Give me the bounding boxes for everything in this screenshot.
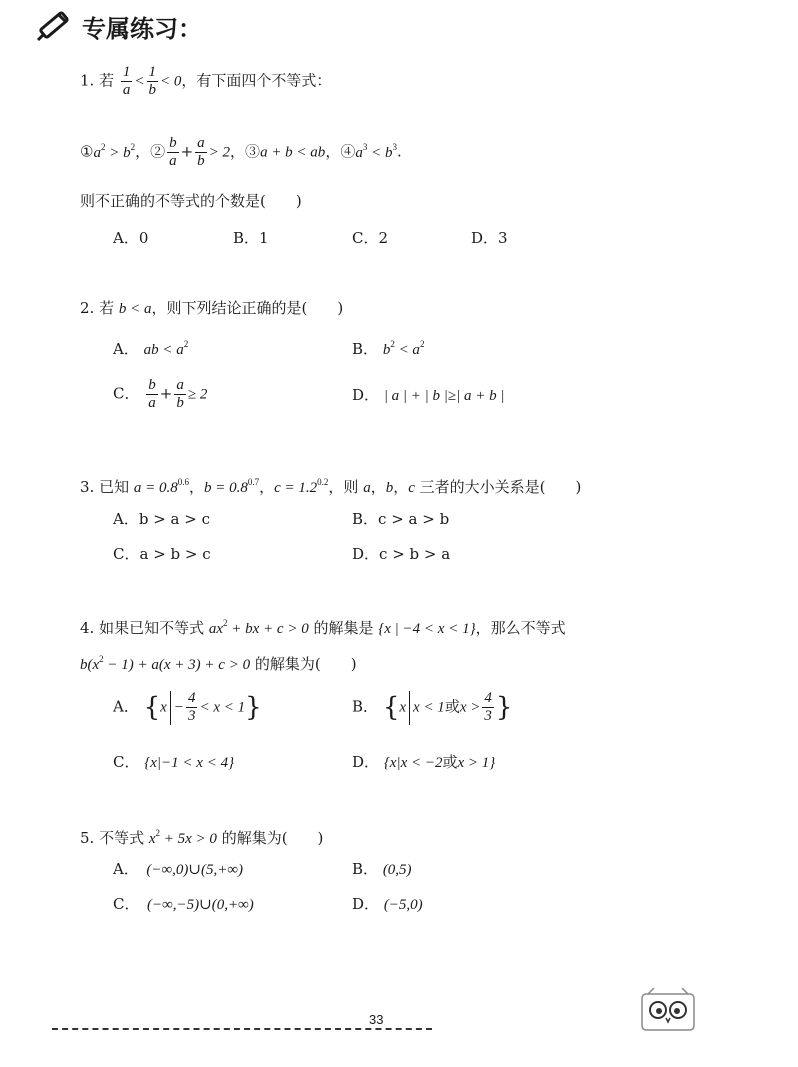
q3-stem: 3. 已知 $a = 0.8^{0.6}$，$b = 0.8^{0.7}$，$c = 1.2^{0.2}$，则 a，b，c 三者的大小关系是( ) — [80, 477, 582, 496]
q3-option-d: D．c > b > a — [352, 545, 451, 563]
q2-stem: 2. 若 b < a，则下列结论正确的是( ) — [80, 299, 344, 317]
section-title-text: 专属练习： — [82, 14, 202, 43]
q3-option-b: B．c > a > b — [352, 510, 450, 528]
page-number: 33 — [369, 1012, 384, 1027]
q2-option-a: A． ab < $a^2$ — [113, 339, 189, 358]
q5-option-d: D． (−5,0) — [352, 895, 423, 913]
q5-option-b: B． (0,5) — [352, 860, 412, 878]
q1-inequalities: $①a^2 > b^2$，② $\frac{b}{a}$ + $\frac{a}{b}$ > 2，③a + b < ab，$④a^3 < b^3$. — [80, 135, 402, 169]
q4-option-a: A． {x − $\frac{4}{3}$ < x < 1} — [113, 690, 262, 724]
q2-option-d: D． | a | + | b |≥| a + b | — [352, 386, 505, 404]
q5-option-a: A． (−∞,0)∪(5,+∞) — [113, 860, 244, 878]
section-title — [34, 8, 202, 44]
q4-option-b: B． {x x < 1或x > $\frac{4}{3}$ } — [352, 690, 513, 724]
q3-option-c: C．a > b > c — [113, 545, 211, 563]
q1-option-a: A．0 — [113, 229, 149, 247]
q2-option-c: C． $\frac{b}{a}$ + $\frac{a}{b}$ ≥ 2 — [113, 377, 208, 411]
q5-option-c: C． (−∞,−5)∪(0,+∞) — [113, 895, 254, 913]
q1-stem: 1. 若 $\frac{1}{a}$ < $\frac{1}{b}$ < 0，有下面四个不等式： — [80, 64, 332, 98]
q3-option-a: A．b > a > c — [113, 510, 210, 528]
q1-option-d: D．3 — [471, 229, 508, 247]
q4-stem-line1: 4. 如果已知不等式 $ax^2$ + bx + c > 0 的解集是 {x | −4 < x < 1}，那么不等式 — [80, 618, 566, 637]
q1-question: 则不正确的不等式的个数是( ) — [80, 192, 302, 210]
footer-divider — [52, 1028, 432, 1030]
q2-option-b: B． $b^2 < a^2$ — [352, 339, 425, 358]
q4-stem-line2: $b(x^2 - 1) + a(x + 3) + c > 0$ 的解集为( ) — [80, 654, 357, 673]
q4-option-c: C． {x|−1 < x < 4} — [113, 753, 235, 771]
q1-option-c: C．2 — [352, 229, 389, 247]
owl-mascot-icon — [638, 988, 698, 1036]
q5-stem: 5. 不等式 $x^2 + 5x > 0$ 的解集为( ) — [80, 828, 324, 847]
pencil-icon — [34, 8, 74, 44]
q4-option-d: D． {x|x < −2或x > 1} — [352, 753, 496, 771]
q1-option-b: B．1 — [233, 229, 269, 247]
